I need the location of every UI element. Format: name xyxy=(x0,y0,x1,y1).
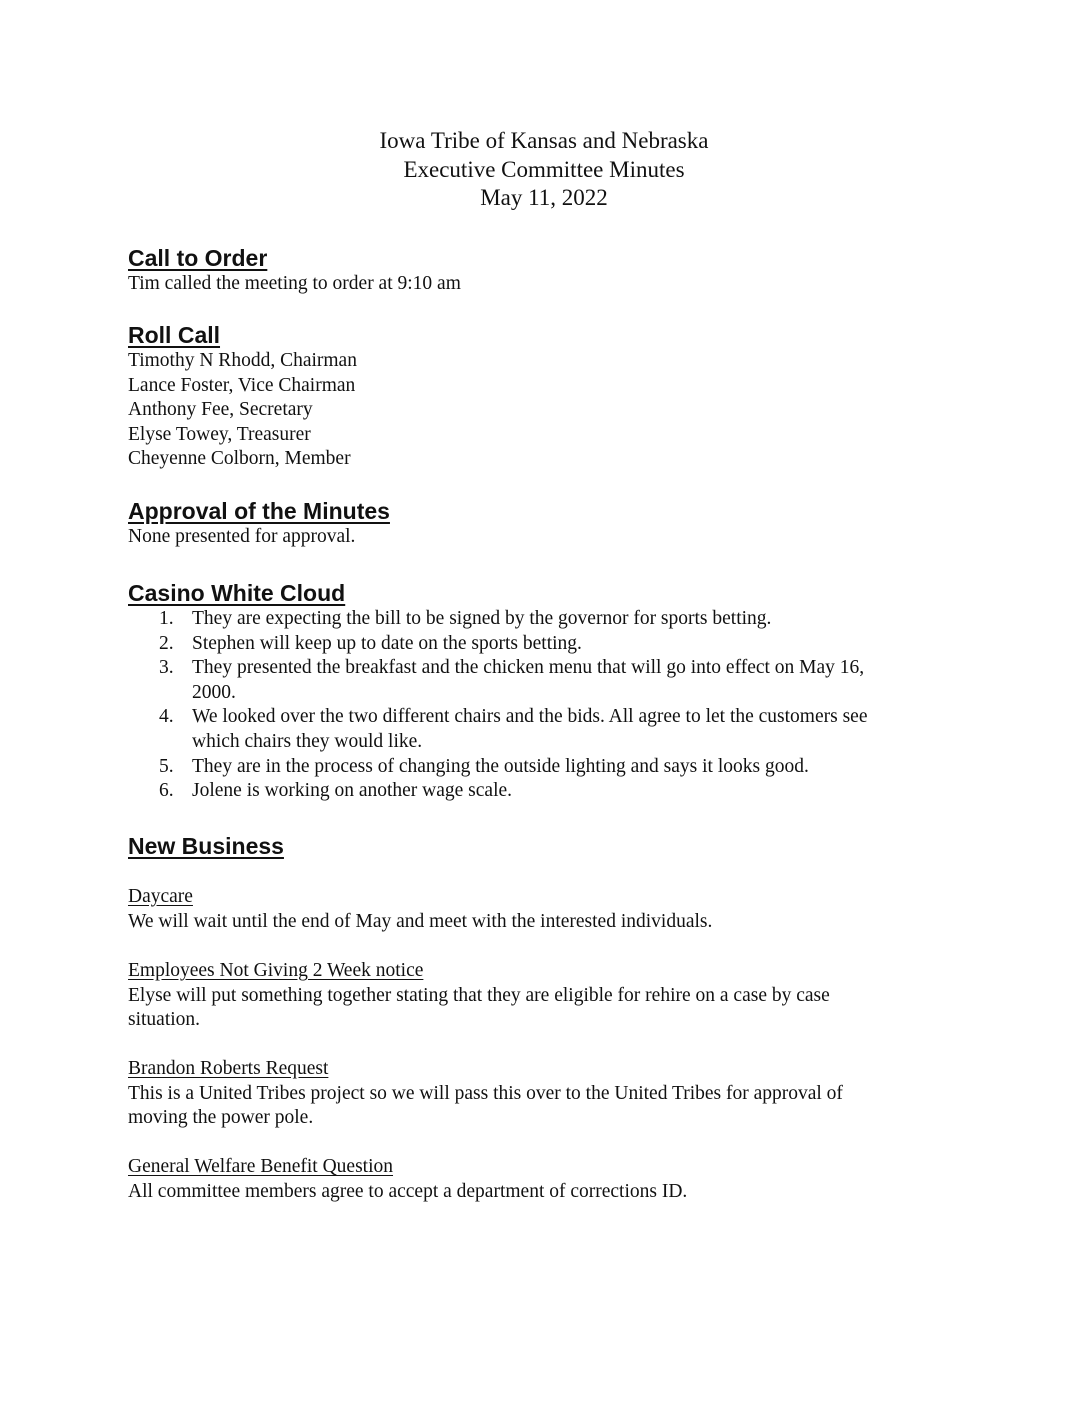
list-item xyxy=(128,656,958,705)
call-to-order-section xyxy=(128,272,958,297)
topic-title: General Welfare Benefit Question xyxy=(128,1156,394,1177)
casino-heading: Casino White Cloud xyxy=(128,580,346,606)
document-title: Executive Committee Minutes xyxy=(403,156,685,182)
topic-text: All committee members agree to accept a department of corrections ID. xyxy=(128,1180,688,1202)
call-to-order-text: Tim called the meeting to order at 9:10 am xyxy=(128,273,461,294)
topic-title: Brandon Roberts Request xyxy=(128,1058,329,1079)
approval-text: None presented for approval. xyxy=(128,526,356,547)
list-item xyxy=(128,632,958,657)
list-number: 1. xyxy=(159,608,174,629)
approval-heading: Approval of the Minutes xyxy=(128,498,390,524)
topic-text: This is a United Tribes project so we will pass this over to the United Tribes for approval of xyxy=(128,1082,843,1104)
topic-employees-notice xyxy=(128,959,958,1033)
roll-call-member: Timothy N Rhodd, Chairman xyxy=(128,350,357,371)
list-item-text: Stephen will keep up to date on the sports betting. xyxy=(192,632,582,654)
organization-name: Iowa Tribe of Kansas and Nebraska xyxy=(379,128,709,153)
topic-text: We will wait until the end of May and meet with the interested individuals. xyxy=(128,910,713,932)
list-number: 2. xyxy=(159,632,174,654)
list-item-text: They are in the process of changing the outside lighting and says it looks good. xyxy=(192,755,809,777)
list-item-text-cont: which chairs they would like. xyxy=(192,730,423,752)
roll-call-member: Lance Foster, Vice Chairman xyxy=(128,374,356,396)
list-number: 6. xyxy=(159,780,174,802)
list-item xyxy=(128,607,958,632)
list-item-text: They are expecting the bill to be signed by the governor for sports betting. xyxy=(192,608,772,629)
roll-call-heading: Roll Call xyxy=(128,322,221,348)
document-header xyxy=(0,127,1088,213)
topic-text-cont: situation. xyxy=(128,1009,201,1031)
list-item-text: They presented the breakfast and the chicken menu that will go into effect on May 16, xyxy=(192,657,865,679)
casino-list xyxy=(128,607,958,804)
list-number: 4. xyxy=(159,706,174,728)
list-number: 5. xyxy=(159,755,174,777)
call-to-order-heading: Call to Order xyxy=(128,245,268,271)
roll-call-member: Anthony Fee, Secretary xyxy=(128,399,313,421)
topic-text: Elyse will put something together stating that they are eligible for rehire on a case by case xyxy=(128,984,830,1006)
list-item-text-cont: 2000. xyxy=(192,681,236,703)
topic-daycare xyxy=(128,885,958,934)
roll-call-member: Elyse Towey, Treasurer xyxy=(128,423,311,445)
list-item xyxy=(128,755,958,780)
new-business-heading: New Business xyxy=(128,833,284,859)
list-item-text: Jolene is working on another wage scale. xyxy=(192,780,513,802)
topic-title: Daycare xyxy=(128,886,193,907)
topic-brandon-roberts xyxy=(128,1057,958,1131)
list-item-text: We looked over the two different chairs and the bids. All agree to let the customers see xyxy=(192,706,868,728)
topic-title: Employees Not Giving 2 Week notice xyxy=(128,960,424,981)
list-item xyxy=(128,779,958,804)
roll-call-list xyxy=(128,349,958,472)
topic-general-welfare xyxy=(128,1155,958,1204)
roll-call-member: Cheyenne Colborn, Member xyxy=(128,448,351,470)
list-number: 3. xyxy=(159,657,174,679)
topic-text-cont: moving the power pole. xyxy=(128,1107,314,1129)
approval-section xyxy=(128,525,958,550)
list-item xyxy=(128,705,958,754)
meeting-date: May 11, 2022 xyxy=(480,185,608,210)
